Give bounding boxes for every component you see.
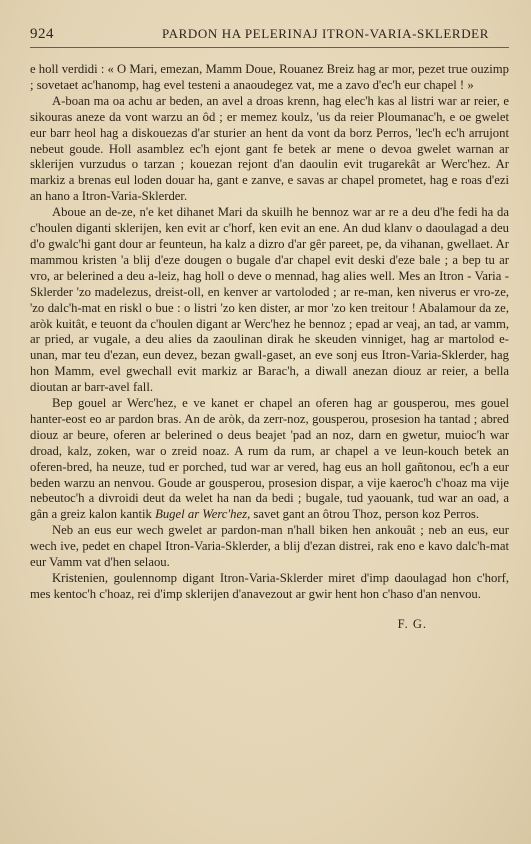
- page-number: 924: [30, 26, 54, 42]
- paragraph-text-end: , savet gant an ôtrou Thoz, person koz Perros.: [247, 507, 480, 522]
- paragraph: Aboue an de-ze, n'e ket dihanet Mari da skuilh he bennoz war ar re a deu d'he fedi ha da c'houlen diganti sklerijen, ken evit ar c'horf, ken evit an ene. An dud klanv o daoulagad a deu d'o gwalc'hi gant dour ar feunteun, ha kalz a dizro d'ar gêr pareet, pe, da vihanan, gwellaet. Ar mammou kristen 'a blij d'eze dougen o bugale d'ar chapel evit deski d'eze bale ; a bep tu ar vro, ar belerined a deu a-leiz, hag holl o deve o mennad, hag alies well. Mes an Itron - Varia - Sklerder 'zo madelezus, dreist-oll, en kenver ar vartoloded ; ar re-man, ken niverus er vro-ze, 'zo dalc'h-mat en riskl o bue : o listri 'zo ken dister, ar mor 'zo ken treitour ! Abalamour da ze, aròk kuitât, e teuont da c'houlen digant ar Werc'hez he bennoz ; epad ar veaj, an tad, ar vamm, ar pried, ar vugale, a deu alies da zaoulinan dirak he skeuden vinniget, hag ar martolod e-unan, mar teu d'ezan, eun devez, bezan gwall-gaset, an eve sonj eus Itron-Varia-Sklerder, hag hon Mamm, evel gwechall evit markiz ar Barac'h, a diwall anezan diouz ar reier, a bella dioutan ar barr-avel fall.: [30, 205, 509, 395]
- paragraph: Kristenien, goulennomp digant Itron-Varia-Sklerder miret d'imp daoulagad hon c'horf, mes kentoc'h c'hoaz, rei d'imp sklerijen d'anavezout ar gwir hent hon c'haso d'an nenvou.: [30, 571, 509, 601]
- paragraph: Neb an eus eur wech gwelet ar pardon-man n'hall biken hen ankouât ; neb an eus, eur wech ive, pedet en chapel Itron-Varia-Sklerder, a blij d'ezan distrei, rak eno e kavo dalc'h-mat eur Vamm vat d'hen selaou.: [30, 523, 509, 570]
- paragraph: e holl verdidi : « O Mari, emezan, Mamm Doue, Rouanez Breiz hag ar mor, pezet true ouzimp ; sovetaet ac'hanomp, hag evel testeni a anaoudegez vat, me a zavo d'ec'h eur chapel ! »: [30, 62, 509, 92]
- paragraph: [30, 396, 509, 523]
- running-title: PARDON HA PELERINAJ ITRON-VARIA-SKLERDER: [162, 26, 489, 41]
- hymn-title: Bugel ar Werc'hez: [155, 507, 248, 522]
- paragraph: A-boan ma oa achu ar beden, an avel a droas krenn, hag elec'h kas al listri war ar reier, e sikouras aneze da vont warzu an ôd ; er memez koulz, 'us da reier Ploumanac'h, e oe gwelet eur barr heol hag a diskouezas d'ar sturier an hent da vont da borz Perros, 'lec'h ec'h arrujont nebeut goude. Holl asamblez ec'h ejont gant fe betek ar mene o devoa gwelet warnan ar sklerijen vurzudus o tarzan ; kouezan rejont d'an daoulin evit trugarekât ar Werc'hez. Ar markiz a brenas eul loden douar ha, gant e zanve, e savas ar chapel prometet, hag e roas d'ezi an hano a Itron-Varia-Sklerder.: [30, 93, 509, 204]
- article-body: [30, 62, 509, 603]
- author-signature: F. G.: [397, 616, 427, 631]
- paragraph-text: Bep gouel ar Werc'hez, e ve kanet er chapel an oferen hag ar gousperou, mes gouel hanter-eost eo ar pardon bras. An de aròk, da zerr-noz, gousperou, prosesion ha tantad ; abred diouz ar beure, oferen ar belerined o deus beajet 'pad an noz, darn en gwetur, muioc'h war droad, kalz, zoken, war o zreid noaz. A rum da rum, ar chapel a ve leun-kouch betek an oferen-bred, ha neuze, tud er porched, tud war ar vered, hag eus an holl gañtonou, ec'h a eur beden warzu an nenvou. Goude ar gousperou, prosesion dispar, a vije kaeroc'h c'hoaz ma vije nebeutoc'h a divroidi deut da welet ha nan da bedi ; bugale, tud yaouank, tud war an oad, a gân a greiz kalon kantik: [30, 396, 509, 522]
- page-header: [30, 26, 509, 48]
